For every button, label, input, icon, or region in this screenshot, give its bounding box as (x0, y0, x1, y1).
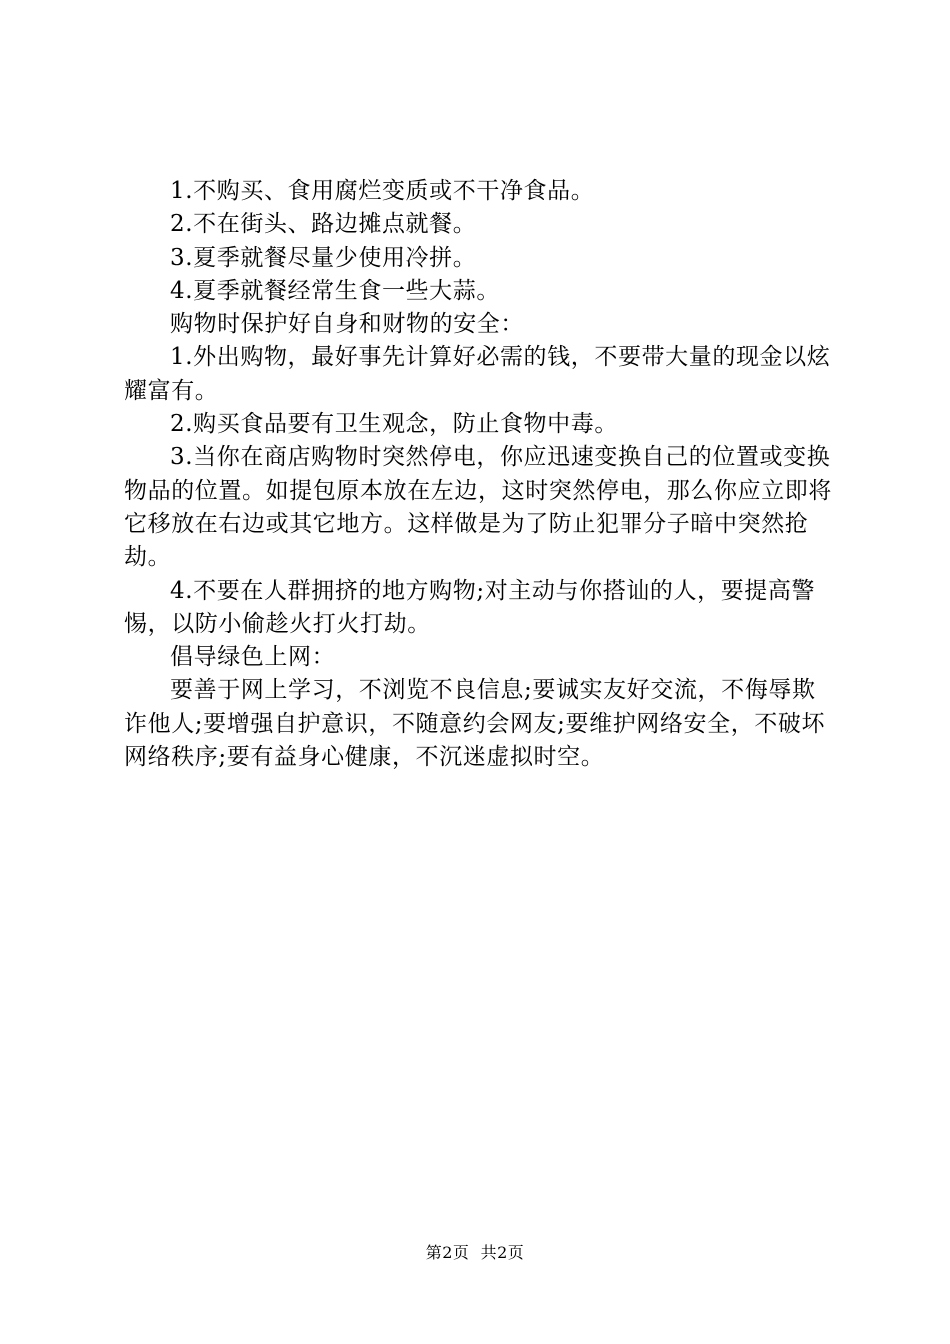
paragraph-shopping-3: 3.当你在商店购物时突然停电，你应迅速变换自己的位置或变换物品的位置。如提包原本放在左边，这时突然停电，那么你应立即将它移放在右边或其它地方。这样做是为了防止犯罪分子暗中突然抢劫。 (124, 444, 832, 571)
page-number: 第2页 共2页 (425, 1243, 525, 1262)
paragraph-shopping-2: 2.购买食品要有卫生观念，防止食物中毒。 (170, 411, 618, 438)
paragraph-food-3: 3.夏季就餐尽量少使用冷拼。 (170, 244, 477, 271)
section-heading-shopping: 购物时保护好自身和财物的安全： (170, 311, 524, 338)
paragraph-food-2: 2.不在街头、路边摊点就餐。 (170, 211, 477, 238)
document-body (124, 175, 838, 774)
paragraph-shopping-4: 4.不要在人群拥挤的地方购物;对主动与你搭讪的人，要提高警惕，以防小偷趁火打火打劫。 (124, 577, 816, 637)
paragraph-shopping-1: 1.外出购物，最好事先计算好必需的钱，不要带大量的现金以炫耀富有。 (124, 344, 831, 404)
paragraph-internet: 要善于网上学习，不浏览不良信息;要诚实友好交流，不侮辱欺诈他人;要增强自护意识，不随意约会网友;要维护网络安全，不破坏网络秩序;要有益身心健康，不沉迷虚拟时空。 (124, 677, 826, 771)
page-footer (0, 1243, 950, 1263)
paragraph-food-1: 1.不购买、食用腐烂变质或不干净食品。 (170, 178, 595, 204)
section-heading-internet: 倡导绿色上网： (170, 644, 336, 671)
paragraph-food-4: 4.夏季就餐经常生食一些大蒜。 (170, 277, 500, 304)
